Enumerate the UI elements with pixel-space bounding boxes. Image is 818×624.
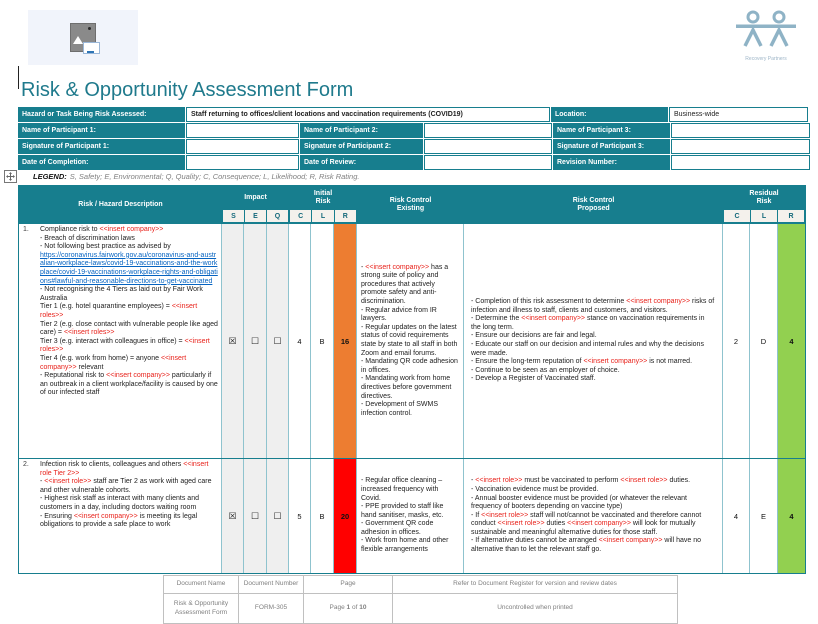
broken-image-icon [70, 23, 96, 52]
date-completion-label: Date of Completion: [18, 155, 185, 170]
header-initial-risk: Initial Risk [313, 190, 333, 205]
signature3-field[interactable] [671, 139, 810, 154]
footer-uncontrolled-note: Uncontrolled when printed [393, 594, 678, 624]
risk2-number: 2. [23, 461, 29, 468]
hazard-label: Hazard or Task Being Risk Assessed: [18, 107, 185, 122]
risk-row-2 [19, 458, 805, 573]
risk1-control-existing[interactable]: - <<insert company>> has a strong suite of policy and procedures that actively promote safety and anti-discrimination. - Regular advice from IR lawyers. - Regular updates on the latest status of covid requirements state by state to all staff in both Zoom and email forums. - Mandating QR code adhesion in offices. - Mandating work from home directives before government directives. - Development of SWMS infection control. [357, 224, 464, 458]
risk-table-header [19, 186, 805, 223]
risk1-residual-likelihood[interactable]: D [750, 224, 778, 458]
legend-text: S, Safety; E, Environmental; Q, Quality; C, Consequence; L, Likelihood; R, Risk Rating. [69, 172, 360, 181]
participant3-label: Name of Participant 3: [553, 123, 670, 138]
risk2-initial-consequence[interactable]: 5 [289, 459, 311, 573]
signature1-label: Signature of Participant 1: [18, 139, 185, 154]
impact-subheader [222, 210, 289, 223]
risk1-impact-quality-checkbox[interactable]: ☐ [267, 224, 289, 458]
risk1-impact-environmental-checkbox[interactable]: ☐ [244, 224, 267, 458]
footer-value-row [164, 594, 678, 624]
legend-title: LEGEND: [33, 172, 67, 181]
header-initial-risk-group [289, 186, 357, 223]
footer-doc-name-header: Document Name [164, 576, 239, 594]
footer-doc-name: Risk & Opportunity Assessment Form [164, 594, 239, 624]
risk2-initial-rating[interactable]: 20 [334, 459, 357, 573]
signature2-label: Signature of Participant 2: [300, 139, 423, 154]
header-risk-control-proposed: Risk Control Proposed [572, 196, 615, 212]
text-cursor [18, 66, 19, 89]
header-impact-group [222, 186, 289, 223]
table-move-handle-icon[interactable] [4, 170, 17, 183]
hazard-value-field[interactable]: Staff returning to offices/client locations and vaccination requirements (COVID19) [186, 107, 550, 122]
participant3-field[interactable] [671, 123, 810, 138]
participant1-field[interactable] [186, 123, 299, 138]
col-q: Q [267, 210, 288, 222]
risk1-number: 1. [23, 226, 29, 233]
col-e: E [245, 210, 266, 222]
risk1-initial-rating[interactable]: 16 [334, 224, 357, 458]
risk2-description: Infection risk to clients, colleagues and others <<insert role Tier 2>> - <<insert role>> staff are Tier 2 as work with aged care and other vulnerable cohorts. - Highest risk staff as interact with many clients and customers in a day, including doctors waiting room - Ensuring <<insert company>> is meeting its legal obligations to provide a safe place to work [40, 461, 212, 529]
logo-caption: Recovery Partners [745, 56, 787, 62]
risk1-impact-safety-checkbox[interactable]: ☒ [222, 224, 244, 458]
signature3-label: Signature of Participant 3: [553, 139, 670, 154]
signature2-field[interactable] [424, 139, 552, 154]
participant2-label: Name of Participant 2: [300, 123, 423, 138]
risk1-residual-rating[interactable]: 4 [778, 224, 805, 458]
participant2-field[interactable] [424, 123, 552, 138]
col-l: L [312, 210, 333, 222]
risk-row-1 [19, 223, 805, 458]
revision-number-field[interactable] [671, 155, 810, 170]
footer-header-row [164, 576, 678, 594]
col-c: C [724, 210, 750, 222]
risk2-control-existing[interactable]: - Regular office cleaning – increased frequency with Covid. - PPE provided to staff like hand sanitiser, masks, etc. - Government QR code adhesion in offices. - Work from home and other flexible arrangements [357, 459, 464, 573]
image-placeholder[interactable] [28, 10, 138, 65]
risk1-description: Compliance risk to <<insert company>> - Breach of discrimination laws - Not following best practice as advised by https://coronavirus.fairwork.gov.au/coronavirus-and-australian-workplace-laws/covid-19-vaccinations-and-the-workplace/covid-19-vaccinations-workplace-rights-and-obligations#lawful-and-reasonable-directions-to-get-vaccinated - Not recognising the 4 Tiers as laid out by Fair Work Australia Tier 1 (e.g. hotel quarantine employees) = <<insert roles>> Tier 2 (e.g. close contact with vulnerable people like aged care) = <<insert roles>> Tier 3 (e.g. interact with colleagues in office) = <<insert roles>> Tier 4 (e.g. work from home) = anyone <<insert company>> relevant - Reputational risk to <<insert company>> particularly if an outbreak in a client workplace/facility is caused by one of our infected staff [40, 226, 218, 397]
residual-risk-subheader [723, 210, 805, 223]
footer-register-note: Refer to Document Register for version and review dates [393, 576, 678, 594]
risk2-impact-environmental-checkbox[interactable]: ☐ [244, 459, 267, 573]
risk1-description-cell[interactable] [19, 224, 222, 458]
page-title[interactable]: Risk & Opportunity Assessment Form [21, 79, 354, 102]
risk2-control-proposed[interactable]: - <<insert role>> must be vaccinated to perform <<insert role>> duties. - Vaccination evidence must be provided. - Annual booster evidence must be provided (or whatever the relevant frequency of booters depending on vaccine type) - If <<insert role>> staff will not/cannot be vaccinated and therefore cannot conduct <<insert role>> duties <<insert company>> will look for mutually sustainable and meaningful alternative duties for those staff. - If alternative duties cannot be arranged <<insert company>> will have no alternative than to let the relevant staff go. [464, 459, 723, 573]
col-l: L [751, 210, 777, 222]
signature1-field[interactable] [186, 139, 299, 154]
date-completion-field[interactable] [186, 155, 299, 170]
location-value-field[interactable]: Business-wide [669, 107, 808, 122]
date-review-label: Date of Review: [300, 155, 423, 170]
risk1-initial-consequence[interactable]: 4 [289, 224, 311, 458]
initial-risk-subheader [289, 210, 357, 223]
risk2-initial-likelihood[interactable]: B [311, 459, 334, 573]
footer-doc-number: FORM-305 [239, 594, 304, 624]
header-risk-control-existing: Risk Control Existing [389, 196, 432, 212]
header-impact: Impact [244, 194, 267, 201]
col-r: R [778, 210, 804, 222]
logo-figures-icon [736, 10, 796, 50]
location-label: Location: [551, 107, 668, 122]
risk2-residual-consequence[interactable]: 4 [723, 459, 750, 573]
document-footer-table [163, 575, 678, 624]
footer-doc-number-header: Document Number [239, 576, 304, 594]
recovery-partners-logo [733, 10, 799, 62]
col-r: R [335, 210, 356, 222]
risk1-residual-consequence[interactable]: 2 [723, 224, 750, 458]
legend-row [4, 170, 359, 183]
risk2-impact-quality-checkbox[interactable]: ☐ [267, 459, 289, 573]
risk2-residual-likelihood[interactable]: E [750, 459, 778, 573]
risk2-residual-rating[interactable]: 4 [778, 459, 805, 573]
header-residual-risk-group [723, 186, 805, 223]
revision-number-label: Revision Number: [553, 155, 670, 170]
header-residual-risk: Residual Risk [749, 190, 779, 205]
col-s: S [223, 210, 244, 222]
assessment-info-table [18, 107, 808, 171]
footer-page-header: Page [304, 576, 393, 594]
header-risk-description: Risk / Hazard Description [78, 200, 163, 208]
date-review-field[interactable] [424, 155, 552, 170]
risk-assessment-table [18, 185, 806, 574]
participant1-label: Name of Participant 1: [18, 123, 185, 138]
col-c: C [290, 210, 311, 222]
risk2-description-cell[interactable] [19, 459, 222, 573]
risk1-control-proposed[interactable]: - Completion of this risk assessment to determine <<insert company>> risks of infection and illness to staff, clients and customers, and visitors. - Determine the <<insert company>> stance on vaccination requirements in the long term. - Ensure our decisions are fair and legal. - Educate our staff on our decision and internal rules and why the decisions were made. - Ensure the long-term reputation of <<insert company>> is not marred. - Continue to be seen as an employer of choice. - Develop a Register of Vaccinated staff. [464, 224, 723, 458]
risk2-impact-safety-checkbox[interactable]: ☒ [222, 459, 244, 573]
footer-page-number: Page 1 of 10 [304, 594, 393, 624]
risk1-initial-likelihood[interactable]: B [311, 224, 334, 458]
